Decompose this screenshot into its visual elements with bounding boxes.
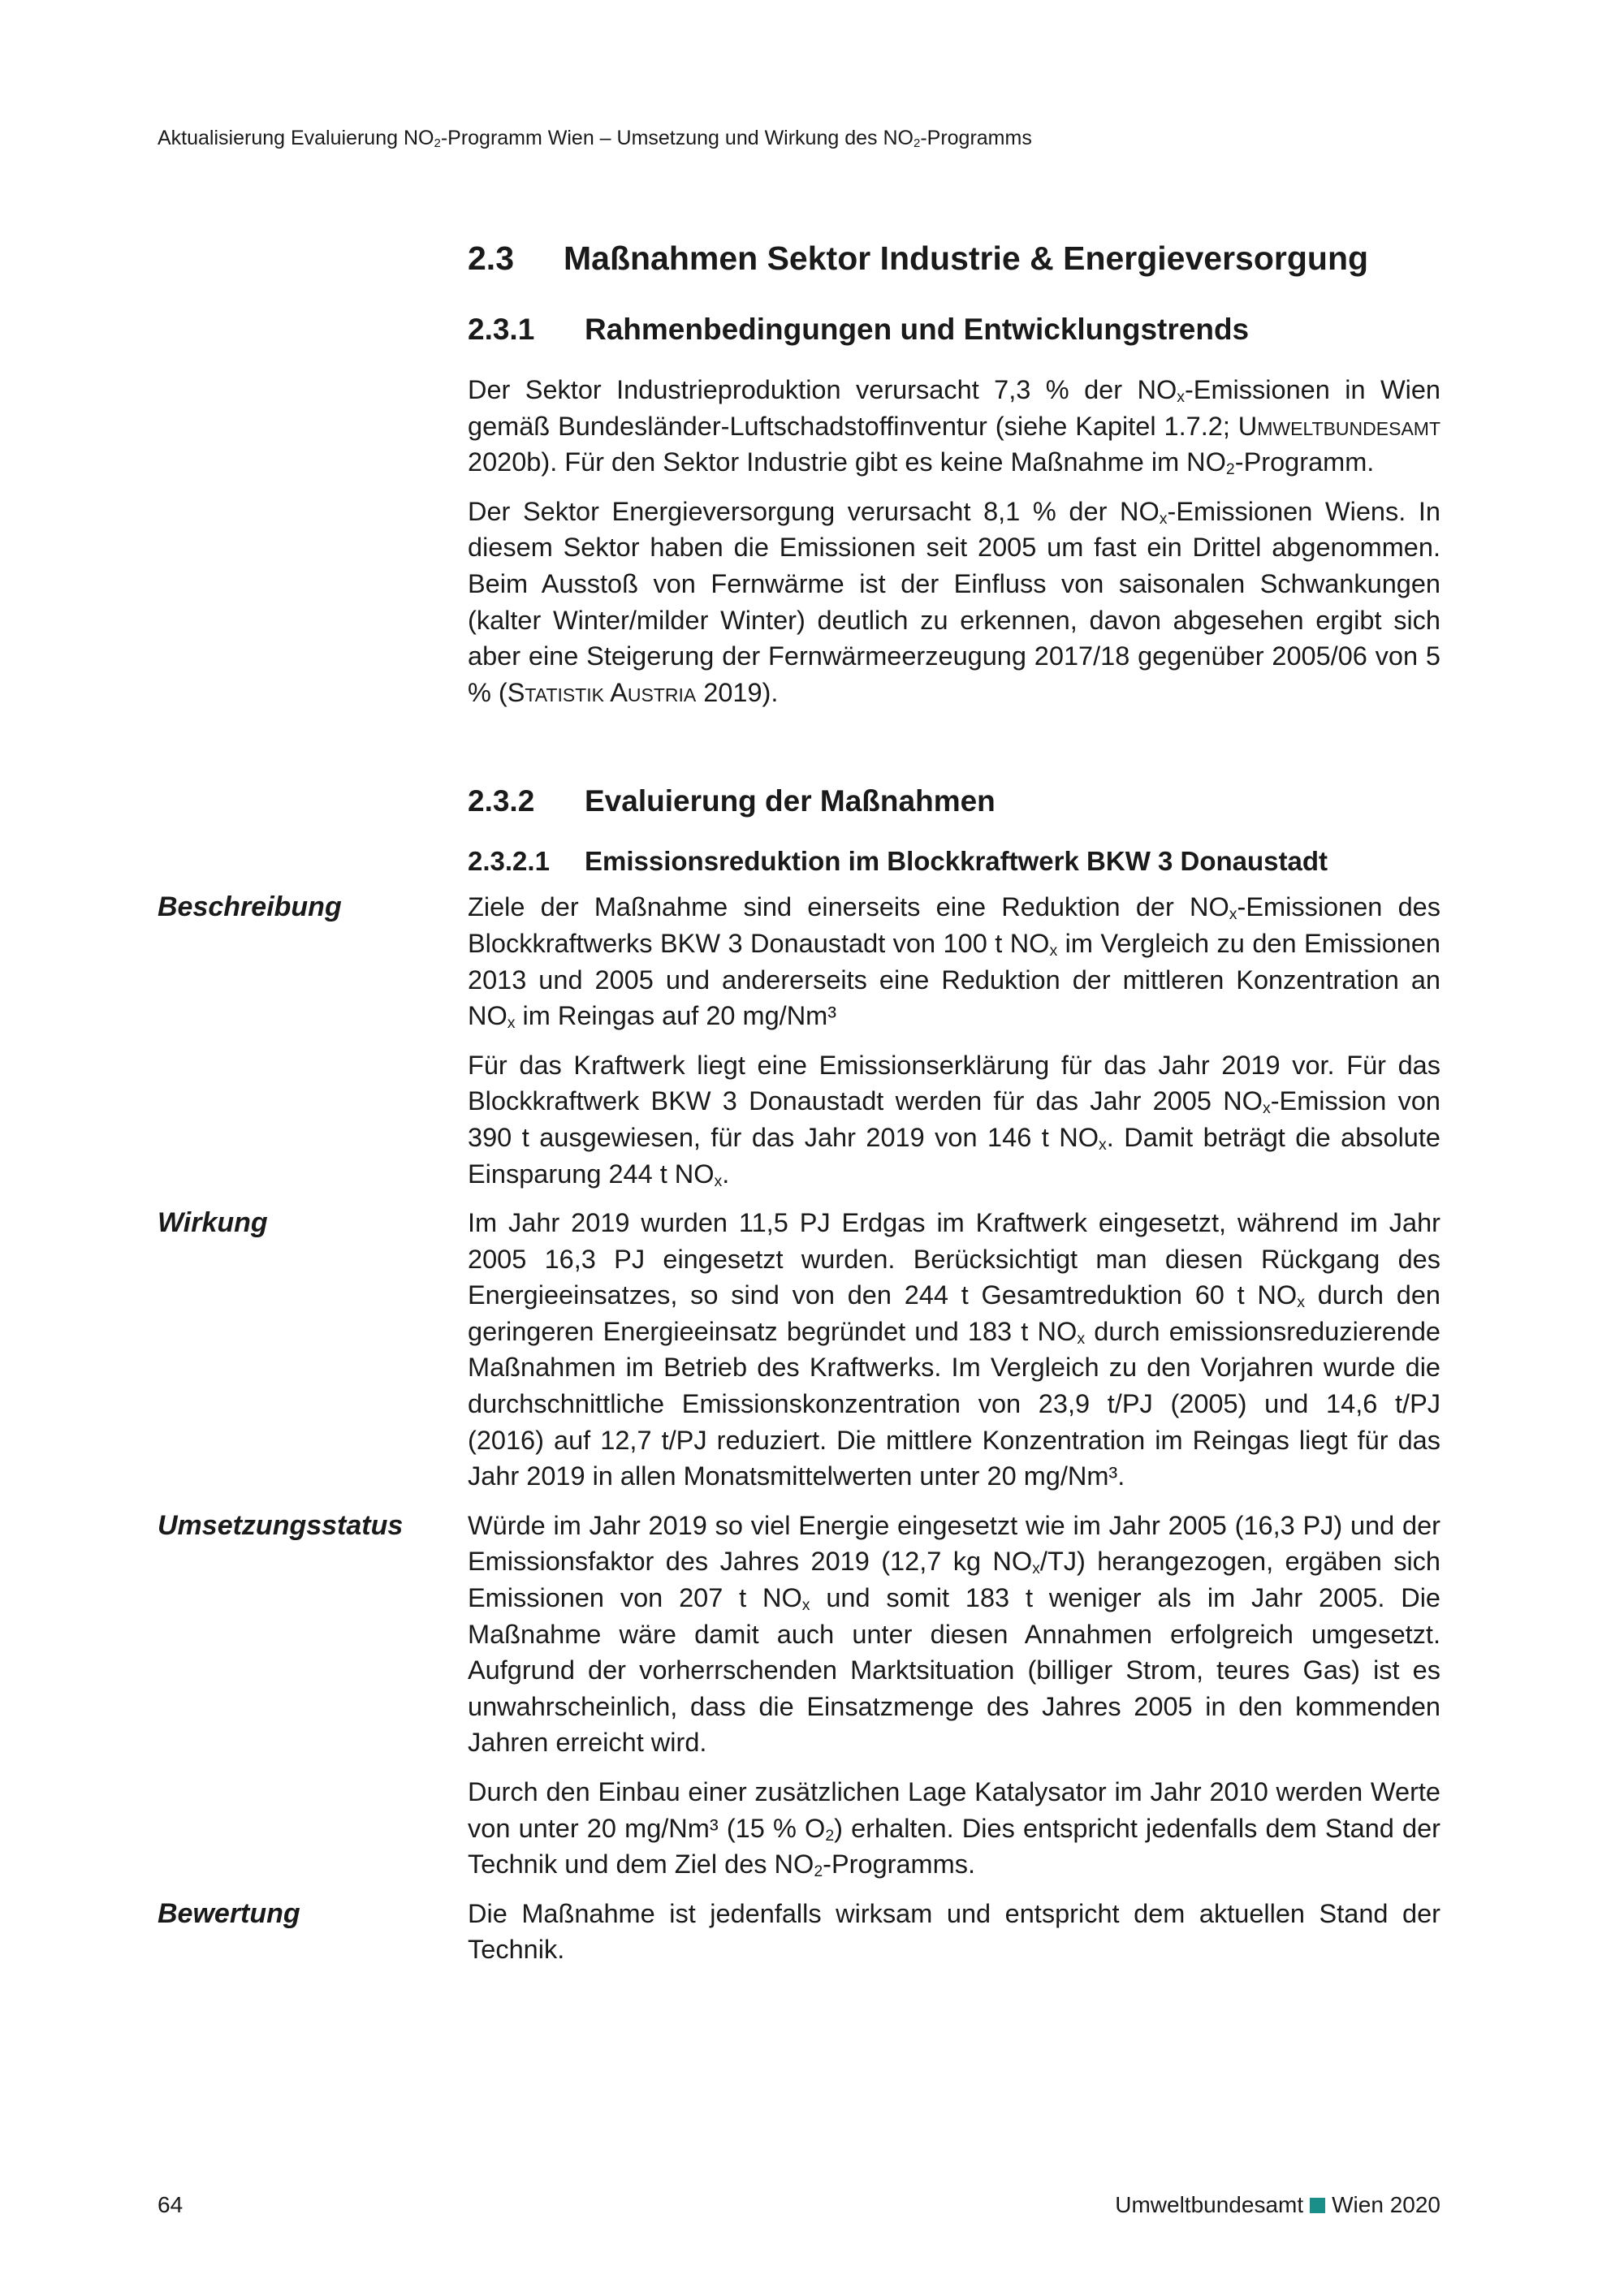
wirkung-block (158, 1205, 1441, 1495)
paragraph-beschreibung-1: Ziele der Maßnahme sind einerseits eine Reduktion der $NO_x$-Emissionen des Blockkraftwerks BKW 3 Donaustadt von 100 t $NO_x$ im Vergleich zu den Emissionen 2013 und 2005 und andererseits eine Reduktion der mittleren Konzentration an $NO_x$ im Reingas auf 20 mg/Nm³ (468, 892, 1440, 1033)
publisher-name: Umweltbundesamt (1115, 2192, 1304, 2217)
paragraph-bewertung: Die Maßnahme ist jedenfalls wirksam und entspricht dem aktuellen Stand der Technik. (468, 1898, 1440, 1965)
subsection-number: 2.3.1 (468, 313, 535, 346)
side-label-wirkung: Wirkung (158, 1207, 268, 1239)
paragraph-umsetzungsstatus-1: Würde im Jahr 2019 so viel Energie eingesetzt wie im Jahr 2005 (16,3 PJ) und der Emissionsfaktor des Jahres 2019 (12,7 kg $NO_x/TJ$) herangezogen, ergäben sich Emissionen von 207 t $NO_x$ und somit 183 t weniger als im Jahr 2005. Die Maßnahme wäre damit auch unter diesen Annahmen erfolgreich umgesetzt. Aufgrund der vorherrschenden Marktsituation (billiger Strom, teures Gas) ist es unwahrscheinlich, dass die Einsatzmenge des Jahres 2005 in den kommenden Jahren erreicht wird. (468, 1510, 1440, 1758)
square-icon (1310, 2198, 1325, 2213)
subsection-number: 2.3.2 (468, 784, 535, 818)
subsubsection-title: Emissionsreduktion im Blockkraftwerk BKW 3 Donaustadt (585, 846, 1328, 877)
subsection-title: Evaluierung der Maßnahmen (585, 784, 996, 818)
main-content (158, 237, 1441, 1968)
side-label-beschreibung: Beschreibung (158, 891, 342, 923)
page-number: 64 (158, 2192, 184, 2217)
paragraph-beschreibung-2: Für das Kraftwerk liegt eine Emissionserklärung für das Jahr 2019 vor. Für das Blockkraftwerk BKW 3 Donaustadt werden für das Jahr 2005 $NO_x$-Emission von 390 t ausgewiesen, für das Jahr 2019 von 146 t $NO_x$. Damit beträgt die absolute Einsparung 244 t $NO_x$. (468, 1050, 1441, 1190)
subsubsection-number: 2.3.2.1 (468, 846, 550, 877)
section-title: Maßnahmen Sektor Industrie & Energieversorgung (564, 240, 1369, 277)
paragraph-wirkung: Im Jahr 2019 wurden 11,5 PJ Erdgas im Kraftwerk eingesetzt, während im Jahr 2005 16,3 PJ eingesetzt wurden. Berücksichtigt man diesen Rückgang des Energieeinsatzes, so sind von den 244 t Gesamtreduktion 60 t $NO_x$ durch den geringeren Energieeinsatz begründet und 183 t $NO_x$ durch emissionsreduzierende Maßnahmen im Betrieb des Kraftwerks. Im Vergleich zu den Vorjahren wurde die durchschnittliche Emissionskonzentration von 23,9 t/PJ (2005) und 14,6 t/PJ (2016) auf 12,7 t/PJ reduziert. Die mittlere Konzentration im Reingas liegt für das Jahr 2019 in allen Monatsmittelwerten unter 20 mg/Nm³. (468, 1208, 1441, 1491)
location-year: Wien 2020 (1332, 2192, 1440, 2217)
side-label-bewertung: Bewertung (158, 1897, 300, 1929)
paragraph-industry: Der Sektor Industrieproduktion verursacht 7,3 % der $NO_x$-Emissionen in Wien gemäß Bundesländer-Luftschadstoffinventur (siehe Kapitel 1.7.2; Umweltbundesamt 2020b). Für den Sektor Industrie gibt es keine Maßnahme im $NO_2$-Programm. (468, 375, 1440, 479)
footer-publisher (1115, 2192, 1440, 2218)
section-number: 2.3 (468, 240, 514, 277)
running-header: Aktualisierung Evaluierung $NO_2$-Programm Wien – Umsetzung und Wirkung des $NO_2$-Programms (158, 127, 1032, 150)
subsection-title: Rahmenbedingungen und Entwicklungstrends (585, 313, 1250, 346)
subsubsection-heading (468, 844, 1440, 879)
section-heading (468, 237, 1440, 279)
paragraph-umsetzungsstatus-2: Durch den Einbau einer zusätzlichen Lage Katalysator im Jahr 2010 werden Werte von unter 20 mg/Nm³ (15 % $O_2$) erhalten. Dies entspricht jedenfalls dem Stand der Technik und dem Ziel des $NO_2$-Programms. (468, 1777, 1440, 1881)
beschreibung-block (158, 889, 1441, 1192)
side-label-umsetzungsstatus: Umsetzungsstatus (158, 1509, 404, 1541)
subsection-heading-2 (468, 782, 1440, 821)
bewertung-block (158, 1896, 1440, 1968)
subsection-heading-1 (468, 310, 1440, 349)
umsetzungsstatus-block (158, 1508, 1440, 1883)
paragraph-energy: Der Sektor Energieversorgung verursacht 8,1 % der $NO_x$-Emissionen Wiens. In diesem Sektor haben die Emissionen seit 2005 um fast ein Drittel abgenommen. Beim Ausstoß von Fernwärme ist der Einfluss von saisonalen Schwankungen (kalter Winter/milder Winter) deutlich zu erkennen, davon abgesehen ergibt sich aber eine Steigerung der Fernwärmeerzeugung 2017/18 gegenüber 2005/06 von 5 % (Statistik Austria 2019). (468, 496, 1440, 707)
